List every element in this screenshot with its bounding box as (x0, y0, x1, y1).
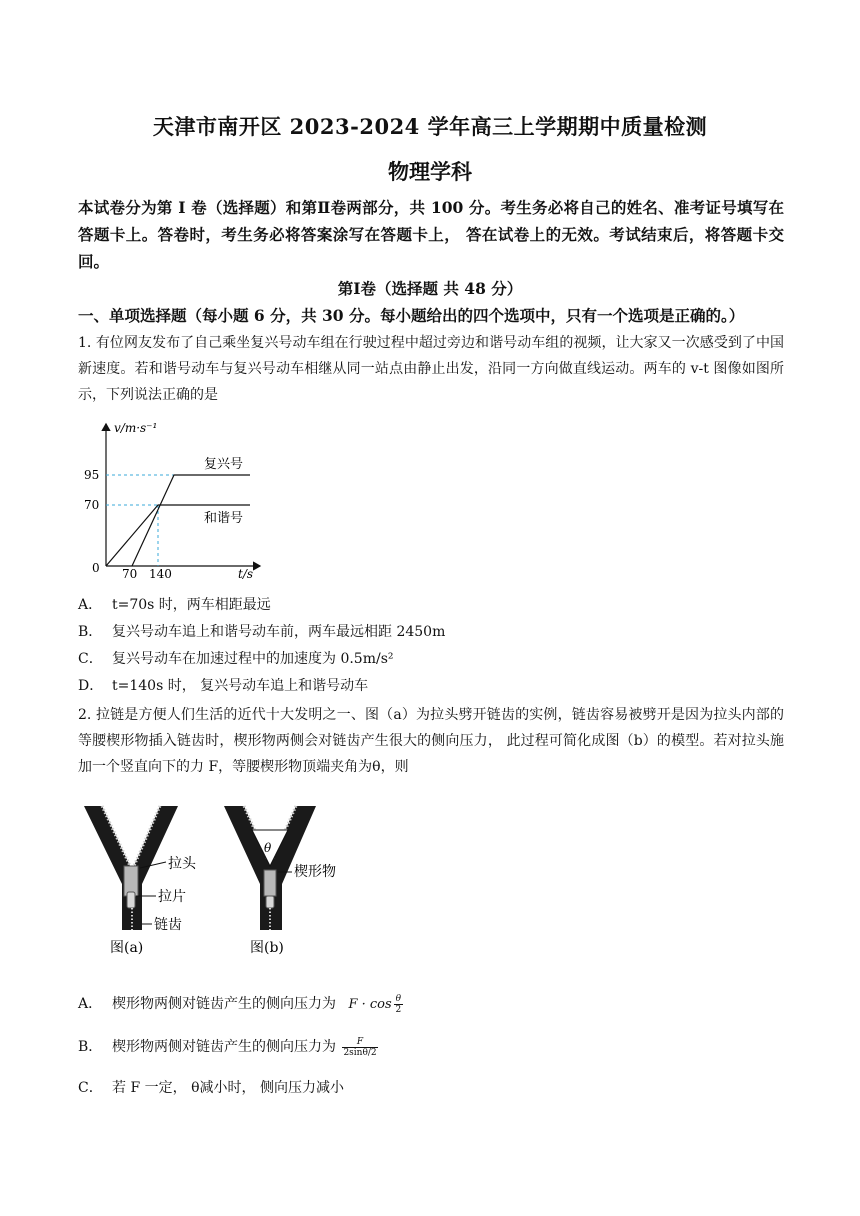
option-label: A． (78, 597, 103, 613)
q1-option-b[interactable] (78, 621, 445, 641)
theta-symbol: θ (264, 841, 272, 855)
zipper-figure (78, 800, 358, 970)
vt-graph (78, 418, 268, 586)
label-latou: 拉头 (168, 856, 196, 872)
q2-option-a[interactable] (78, 993, 403, 1015)
fuxing-label: 复兴号 (204, 457, 244, 472)
label-lapian: 拉片 (158, 889, 186, 905)
subject-title: 物理学科 (388, 159, 472, 184)
question-2-text: 2. 拉链是方便人们生活的近代十大发明之一、图（a）为拉头劈开链齿的实例，链齿容易被劈开是因为拉头内部的等腰楔形物插入链齿时，楔形物两侧会对链齿产生很大的侧向压力， 此过程可简化成图（b）的模型。若对拉头施加一个竖直向下的力 F，等腰楔形物顶端夹角为θ，则 (78, 707, 784, 775)
q1-option-a[interactable] (78, 594, 271, 614)
option-label: B． (78, 624, 103, 640)
option-label: D． (78, 678, 104, 694)
y-axis-label: v/m·s⁻¹ (114, 421, 158, 435)
option-label: A． (78, 996, 103, 1012)
y-tick-70: 70 (84, 498, 100, 512)
option-label: C． (78, 651, 103, 667)
x-tick-140: 140 (149, 567, 172, 581)
label-lianchi: 链齿 (154, 917, 182, 933)
y-tick-95: 95 (84, 468, 100, 482)
zipper-a (84, 806, 178, 930)
caption-a: 图(a) (110, 940, 144, 956)
option-text: 楔形物两侧对链齿产生的侧向压力为 (112, 996, 336, 1012)
q2-option-b[interactable] (78, 1036, 378, 1058)
q2-option-c[interactable] (78, 1077, 344, 1097)
question-type-heading: 一、单项选择题（每小题 6 分，共 30 分。每小题给出的四个选项中，只有一个选项是正确的。） (78, 306, 745, 325)
origin-label: 0 (92, 561, 100, 575)
x-tick-70: 70 (122, 567, 138, 581)
exam-instructions: 本试卷分为第 I 卷（选择题）和第Ⅱ卷两部分，共 100 分。考生务必将自己的姓名、准考证号填写在答题卡上。答卷时，考生务必将答案涂写在答题卡上， 答在试卷上的无效。考试结束后，将答题卡交回。 (78, 198, 784, 271)
option-text: 复兴号动车追上和谐号动车前，两车最远相距 2450m (112, 624, 446, 640)
q1-option-c[interactable] (78, 648, 394, 668)
q1-option-d[interactable] (78, 675, 368, 695)
fraction-f-over-2sin: $\frac{F}{2\sin\theta/2}$ (343, 1036, 377, 1058)
fraction-theta-2: $\frac{\theta}{2}$ (395, 993, 402, 1015)
formula-f-cos: F · cos (348, 997, 392, 1012)
option-label: C． (78, 1080, 103, 1096)
option-label: B． (78, 1039, 103, 1055)
hexie-label: 和谐号 (204, 511, 244, 526)
caption-b: 图(b) (250, 940, 284, 956)
option-text: 若 F 一定， θ减小时， 侧向压力减小 (112, 1080, 344, 1096)
label-xiexingwu: 楔形物 (294, 864, 336, 880)
x-axis-label: t/s (238, 567, 254, 581)
exam-title: 天津市南开区 2023-2024 学年高三上学期期中质量检测 (152, 114, 708, 139)
section-heading: 第Ⅰ卷（选择题 共 48 分） (337, 279, 523, 298)
option-text: 复兴号动车在加速过程中的加速度为 0.5m/s² (112, 651, 394, 667)
question-1-text: 1. 有位网友发布了自己乘坐复兴号动车组在行驶过程中超过旁边和谐号动车组的视频，让大家又一次感受到了中国新速度。若和谐号动车与复兴号动车相继从同一站点由静止出发，沿同一方向做直线运动。两车的 v-t 图像如图所示，下列说法正确的是 (78, 335, 784, 403)
option-text: t=140s 时， 复兴号动车追上和谐号动车 (112, 678, 369, 694)
option-text: 楔形物两侧对链齿产生的侧向压力为 (112, 1039, 336, 1055)
option-text: t=70s 时，两车相距最远 (112, 597, 271, 613)
